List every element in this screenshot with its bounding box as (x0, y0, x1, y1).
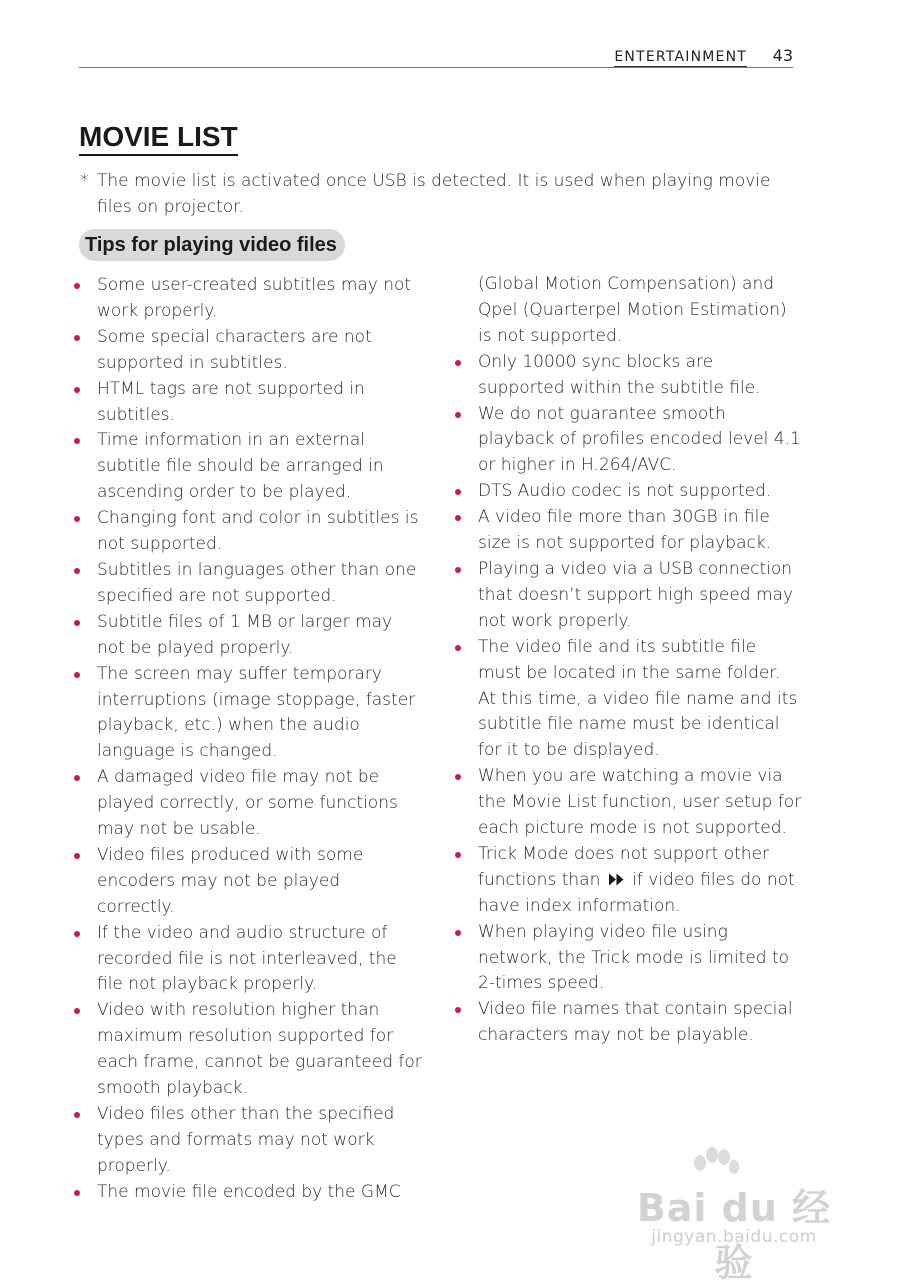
watermark-brand: Bai du 经验 (636, 1186, 832, 1285)
tip-item: The movie file encoded by the GMC (72, 1180, 422, 1206)
tip-item: Video files other than the specified types and formats may not work properly. (72, 1102, 422, 1180)
tip-item: Video file names that contain special characters may not be playable. (453, 997, 803, 1049)
tip-item: Changing font and color in subtitles is not supported. (72, 506, 422, 558)
tip-item: The screen may suffer temporary interruptions (image stoppage, faster playback, etc.) when the audio language is changed. (72, 662, 422, 766)
tip-item: Subtitles in languages other than one specified are not supported. (72, 558, 422, 610)
tip-item: Playing a video via a USB connection that doesn’t support high speed may not work properly. (453, 557, 803, 635)
tip-item: Subtitle files of 1 MB or larger may not be played properly. (72, 610, 422, 662)
tip-item: DTS Audio codec is not supported. (453, 479, 803, 505)
tip-item: Video files produced with some encoders may not be played correctly. (72, 843, 422, 921)
section-title: ENTERTAINMENT (614, 49, 747, 65)
tip-item: Some special characters are not supported in subtitles. (72, 325, 422, 377)
tips-right-column (453, 272, 803, 1049)
tip-item: A damaged video file may not be played correctly, or some functions may not be usable. (72, 765, 422, 843)
tip-item: If the video and audio structure of recorded file is not interleaved, the file not playback properly. (72, 921, 422, 999)
baidu-watermark (624, 1147, 844, 1285)
tip-item: A video file more than 30GB in file size is not supported for playback. (453, 505, 803, 557)
note-text: The movie list is activated once USB is detected. It is used when playing movie files on projector. (97, 171, 771, 217)
page-number: 43 (772, 46, 793, 65)
tips-left-column (72, 273, 422, 1206)
tip-item: Video with resolution higher than maximum resolution supported for each frame, cannot be guaranteed for smooth playback. (72, 998, 422, 1102)
tip-item: Only 10000 sync blocks are supported within the subtitle file. (453, 350, 803, 402)
intro-note (80, 168, 800, 220)
tip-item: When playing video file using network, the Trick mode is limited to 2-times speed. (453, 920, 803, 998)
fast-forward-icon (608, 873, 625, 886)
header-divider (79, 67, 793, 68)
tip-item-continuation: (Global Motion Compensation) and Qpel (Quarterpel Motion Estimation) is not supported. (478, 274, 787, 346)
tip-item: Some user-created subtitles may not work properly. (72, 273, 422, 325)
tip-item: HTML tags are not supported in subtitles. (72, 377, 422, 429)
tip-item: Time information in an external subtitle file should be arranged in ascending order to be played. (72, 428, 422, 506)
trick-mode-text-after: if video files do not have index information. (478, 869, 795, 916)
tip-item: The video file and its subtitle file must be located in the same folder. At this time, a video file name and its subtitle file name must be identical for it to be displayed. (453, 635, 803, 765)
tips-subheading: Tips for playing video files (79, 229, 345, 261)
tip-item: We do not guarantee smooth playback of profiles encoded level 4.1 or higher in H.264/AVC. (453, 402, 803, 480)
watermark-domain: jingyan.baidu.com (651, 1227, 817, 1247)
page-title: MOVIE LIST (79, 121, 238, 156)
tip-item-trick-mode (453, 842, 803, 920)
trick-mode-text-before: Trick Mode does not support other functions than (478, 843, 770, 890)
note-marker: * (80, 171, 89, 191)
page-header (79, 44, 793, 68)
tip-item: When you are watching a movie via the Movie List function, user setup for each picture mode is not supported. (453, 764, 803, 842)
